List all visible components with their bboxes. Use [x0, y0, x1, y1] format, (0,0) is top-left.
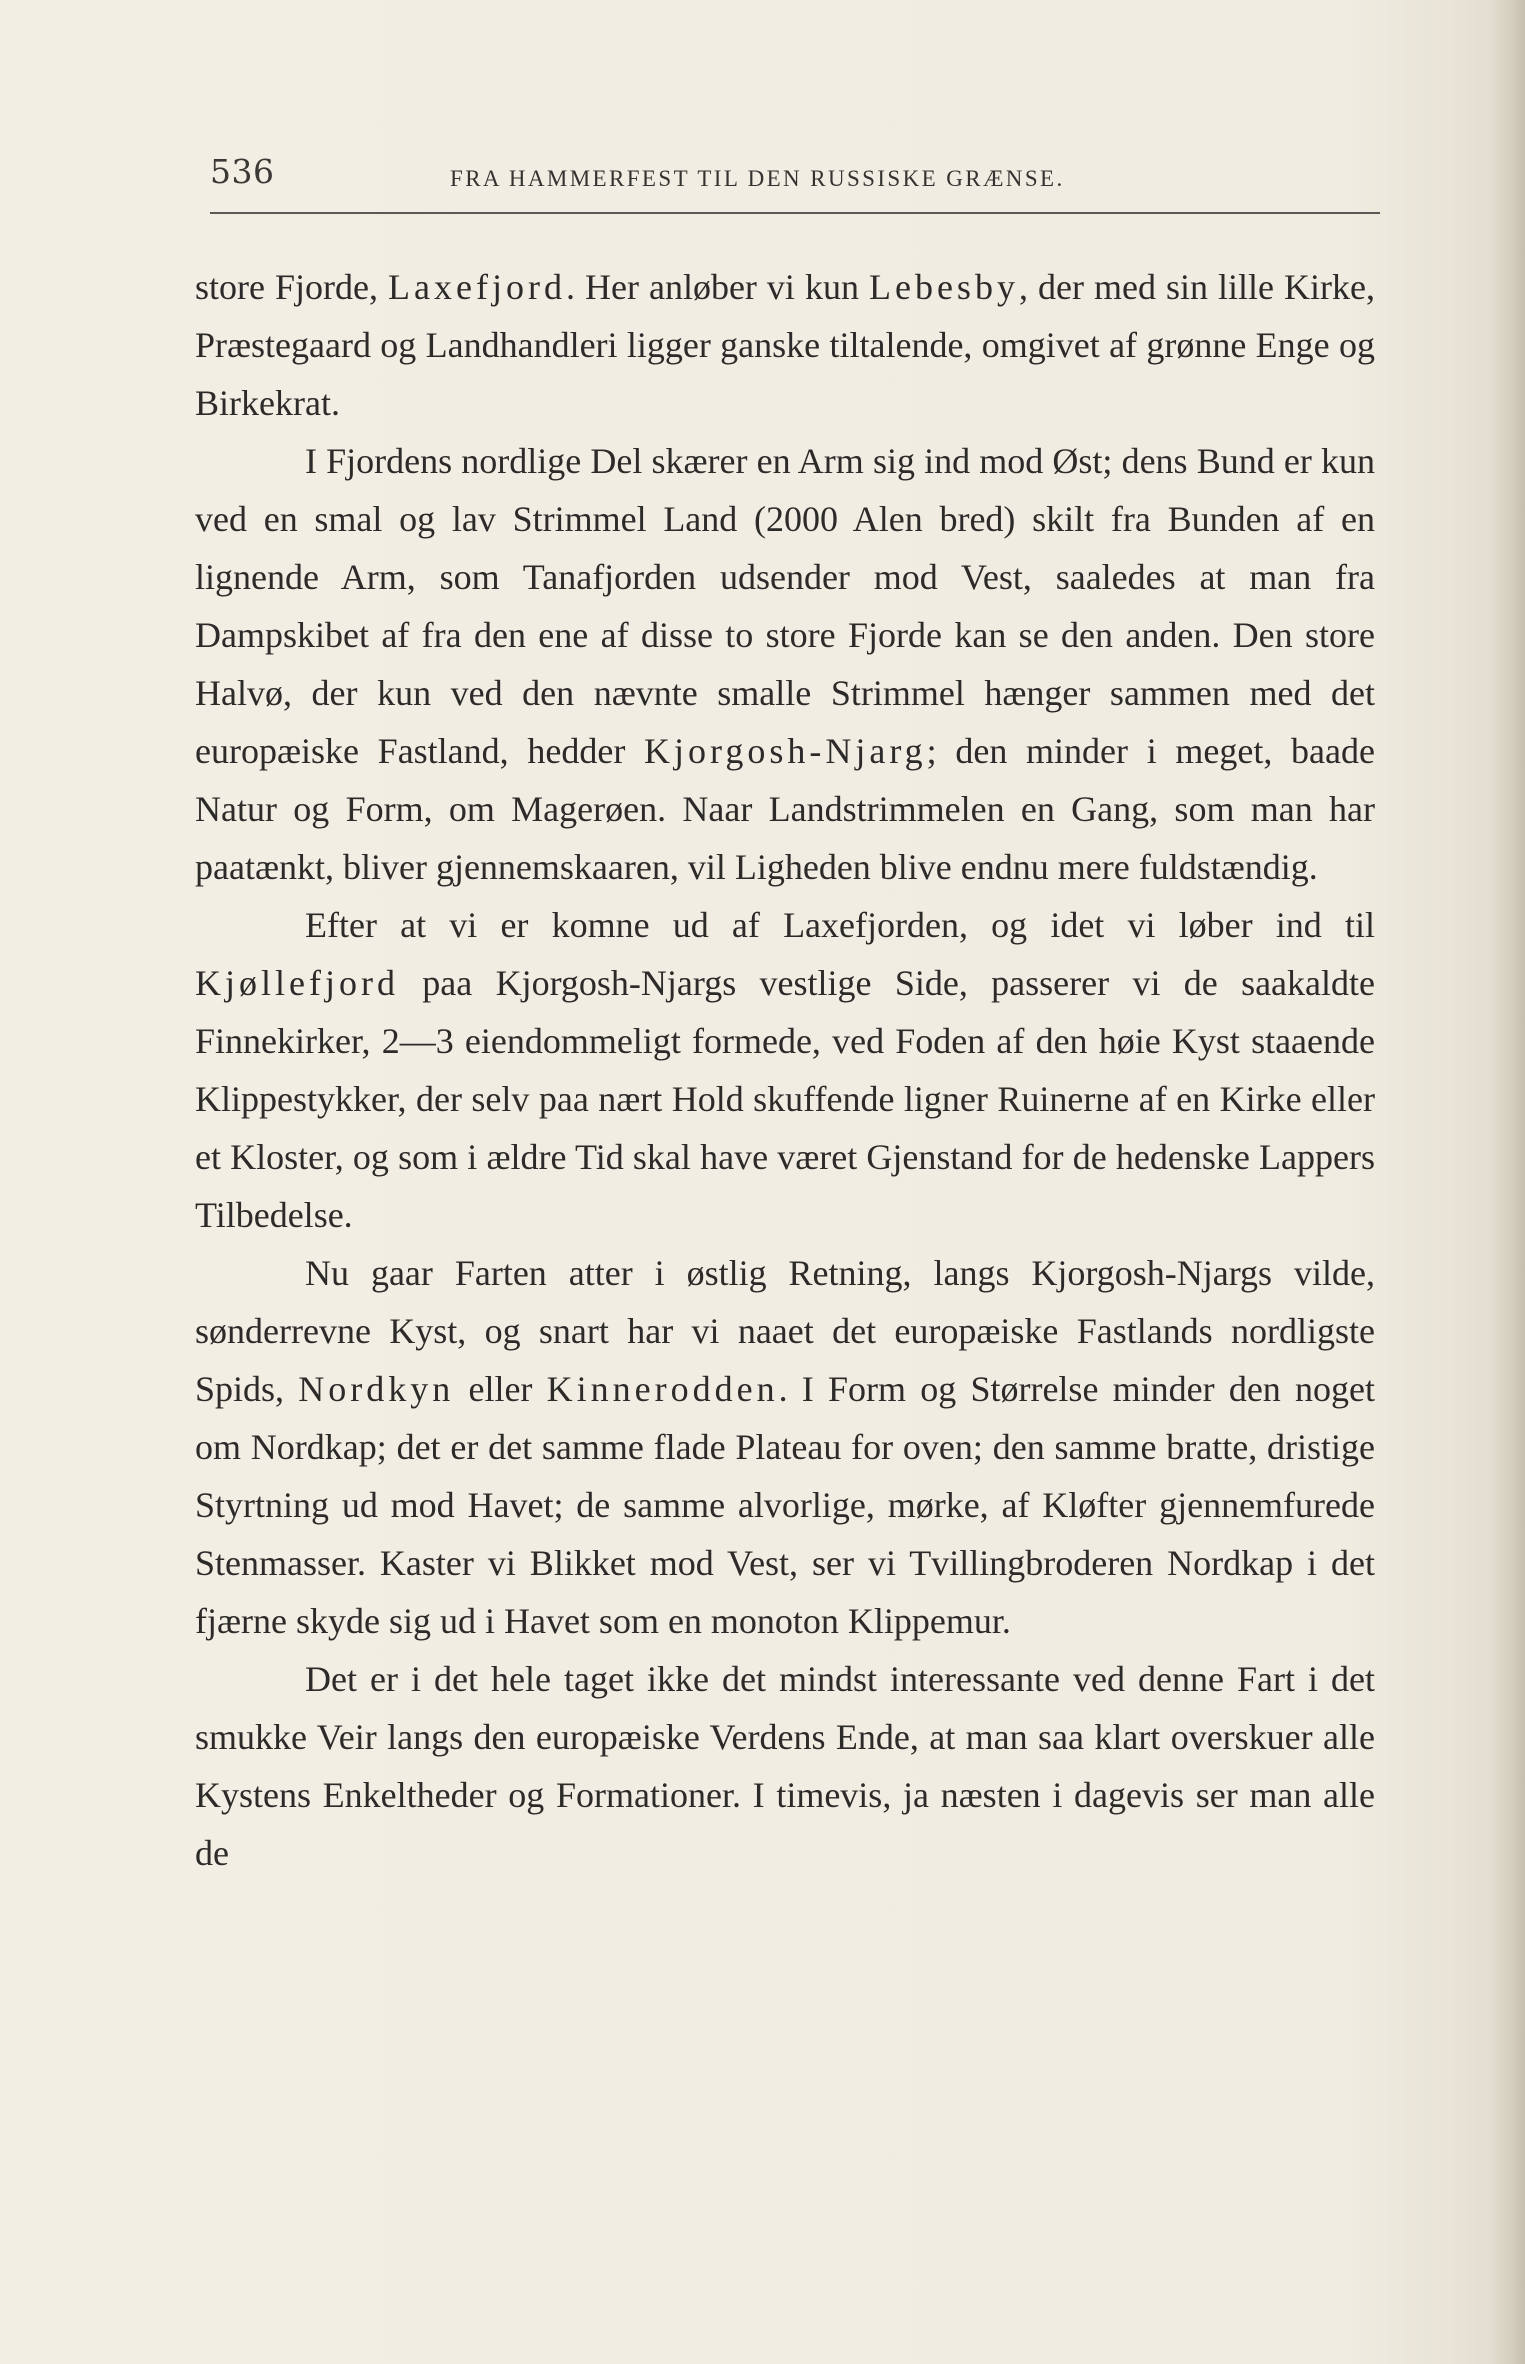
- text-run: I Fjordens nordlige Del skærer en Arm sig ind mod Øst; dens Bund er kun ved en smal og lav Strimmel Land (2000 Alen bred) skilt fra Bunden af en lignende Arm, som Tanafjorden udsender mod Vest, saaledes at man fra Dampskibet af fra den ene af disse to store Fjorde kan se den anden. Den store Halvø, der kun ved den nævnte smalle Strimmel hænger sammen med det europæiske Fastland, hedder: [195, 441, 1375, 771]
- emphasized-name: Kjorgosh-Njarg: [644, 731, 927, 771]
- header-rule: [210, 212, 1380, 214]
- page-edge-shadow: [1491, 0, 1525, 2364]
- text-run: paa Kjorgosh-Njargs vestlige Side, passerer vi de saakaldte Finnekirker, 2—3 eiendommeligt formede, ved Foden af den høie Kyst staaende Klippestykker, der selv paa nært Hold skuffende ligner Ruinerne af en Kirke eller et Kloster, og som i ældre Tid skal have været Gjenstand for de hedenske Lappers Tilbedelse.: [195, 963, 1375, 1235]
- text-run: store Fjorde,: [195, 267, 389, 307]
- text-run: . I Form og Størrelse minder den noget om Nordkap; det er det samme flade Plateau for oven; den samme bratte, dristige Styrtning ud mod Havet; de samme alvorlige, mørke, af Kløfter gjennemfurede Stenmasser. Kaster vi Blikket mod Vest, ser vi Tvillingbroderen Nordkap i det fjærne skyde sig ud i Havet som en monoton Klippemur.: [195, 1369, 1375, 1641]
- page-number: 536: [210, 152, 275, 191]
- emphasized-name: Lebesby: [868, 267, 1019, 307]
- paragraph: [195, 432, 1375, 896]
- text-run: Nu gaar Farten atter i østlig Retning, langs Kjorgosh-Njargs vilde, sønderrevne Kyst, og snart har vi naaet det europæiske Fastlands nordligste Spids,: [195, 1253, 1375, 1409]
- emphasized-name: Kjøllefjord: [195, 963, 399, 1003]
- page-header: [210, 148, 1380, 204]
- paragraph: [195, 258, 1375, 432]
- paragraph: [195, 1650, 1375, 1882]
- text-run: eller: [454, 1369, 547, 1409]
- emphasized-name: Nordkyn: [298, 1369, 455, 1409]
- text-run: Efter at vi er komne ud af Laxefjorden, og idet vi løber ind til: [305, 905, 1375, 945]
- paragraph: [195, 896, 1375, 1244]
- text-run: ; den minder i meget, baade Natur og Form, om Magerøen. Naar Landstrimmelen en Gang, som man har paatænkt, bliver gjennemskaaren, vil Ligheden blive endnu mere fuldstændig.: [195, 731, 1375, 887]
- text-run: Det er i det hele taget ikke det mindst interessante ved denne Fart i det smukke Veir langs den europæiske Verdens Ende, at man saa klart overskuer alle Kystens Enkeltheder og Formationer. I timevis, ja næsten i dagevis ser man alle de: [195, 1659, 1375, 1873]
- body-text: [195, 258, 1375, 1882]
- running-head: FRA HAMMERFEST TIL DEN RUSSISKE GRÆNSE.: [450, 166, 1065, 191]
- text-run: . Her anløber vi kun: [565, 267, 869, 307]
- emphasized-name: Kinnerodden: [546, 1369, 779, 1409]
- paragraph: [195, 1244, 1375, 1650]
- text-run: , der med sin lille Kirke, Præstegaard og Landhandleri ligger ganske tiltalende, omgivet af grønne Enge og Birkekrat.: [195, 267, 1375, 423]
- emphasized-name: Laxefjord: [388, 267, 566, 307]
